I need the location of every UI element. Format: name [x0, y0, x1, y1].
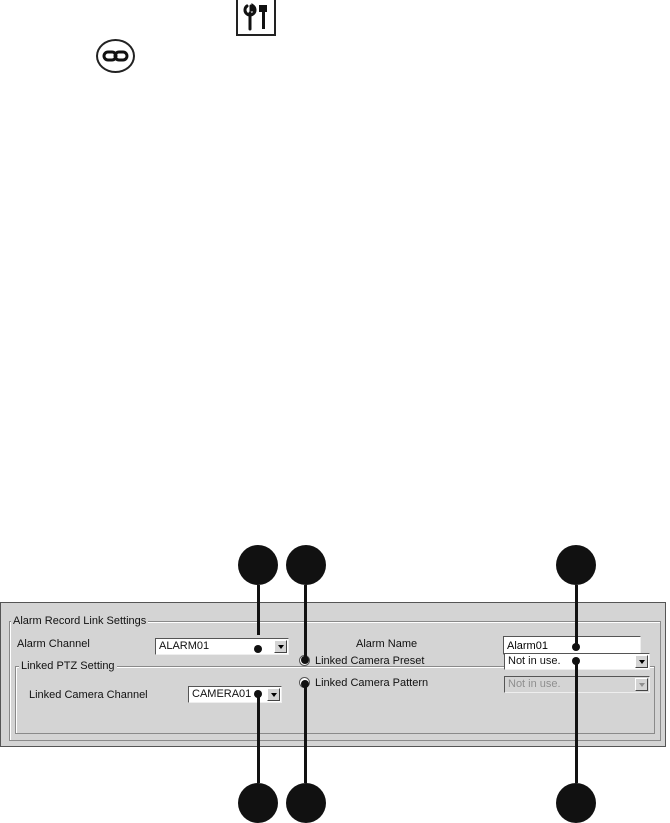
leader-line: [304, 684, 307, 783]
alarm-name-label: Alarm Name: [356, 638, 418, 650]
tools-icon: [236, 0, 276, 36]
pattern-label: Linked Camera Pattern: [315, 677, 429, 689]
leader-line: [575, 585, 578, 647]
preset-label: Linked Camera Preset: [315, 655, 425, 667]
ptz-group-title: Linked PTZ Setting: [21, 660, 115, 672]
callout-pattern-radio: [286, 783, 326, 823]
chevron-down-icon[interactable]: [267, 688, 280, 701]
callout-dot: [572, 643, 580, 651]
callout-dot: [301, 680, 309, 688]
camera-channel-label: Linked Camera Channel: [29, 689, 148, 701]
leader-line: [257, 585, 260, 635]
callout-dot: [572, 657, 580, 665]
callout-preset-radio: [286, 545, 326, 585]
callout-dot: [254, 645, 262, 653]
chevron-down-icon[interactable]: [635, 655, 648, 668]
preset-select[interactable]: Not in use.: [504, 653, 650, 670]
chevron-down-icon[interactable]: [274, 640, 287, 653]
group-title: Alarm Record Link Settings: [13, 615, 147, 627]
leader-line: [575, 662, 578, 783]
callout-alarm-channel: [238, 545, 278, 585]
callout-preset-select: [556, 783, 596, 823]
alarm-channel-label: Alarm Channel: [17, 638, 90, 650]
callout-alarm-name: [556, 545, 596, 585]
camera-channel-select[interactable]: CAMERA01: [188, 686, 282, 703]
link-icon: [96, 39, 135, 73]
alarm-channel-select[interactable]: ALARM01: [155, 638, 289, 655]
callout-dot: [254, 690, 262, 698]
callout-camera-channel: [238, 783, 278, 823]
chevron-down-icon: [635, 678, 648, 691]
pattern-select: Not in use.: [504, 676, 650, 693]
leader-line: [304, 585, 307, 660]
alarm-record-link-dialog: [0, 602, 666, 747]
leader-line: [257, 694, 260, 783]
callout-dot: [301, 656, 309, 664]
